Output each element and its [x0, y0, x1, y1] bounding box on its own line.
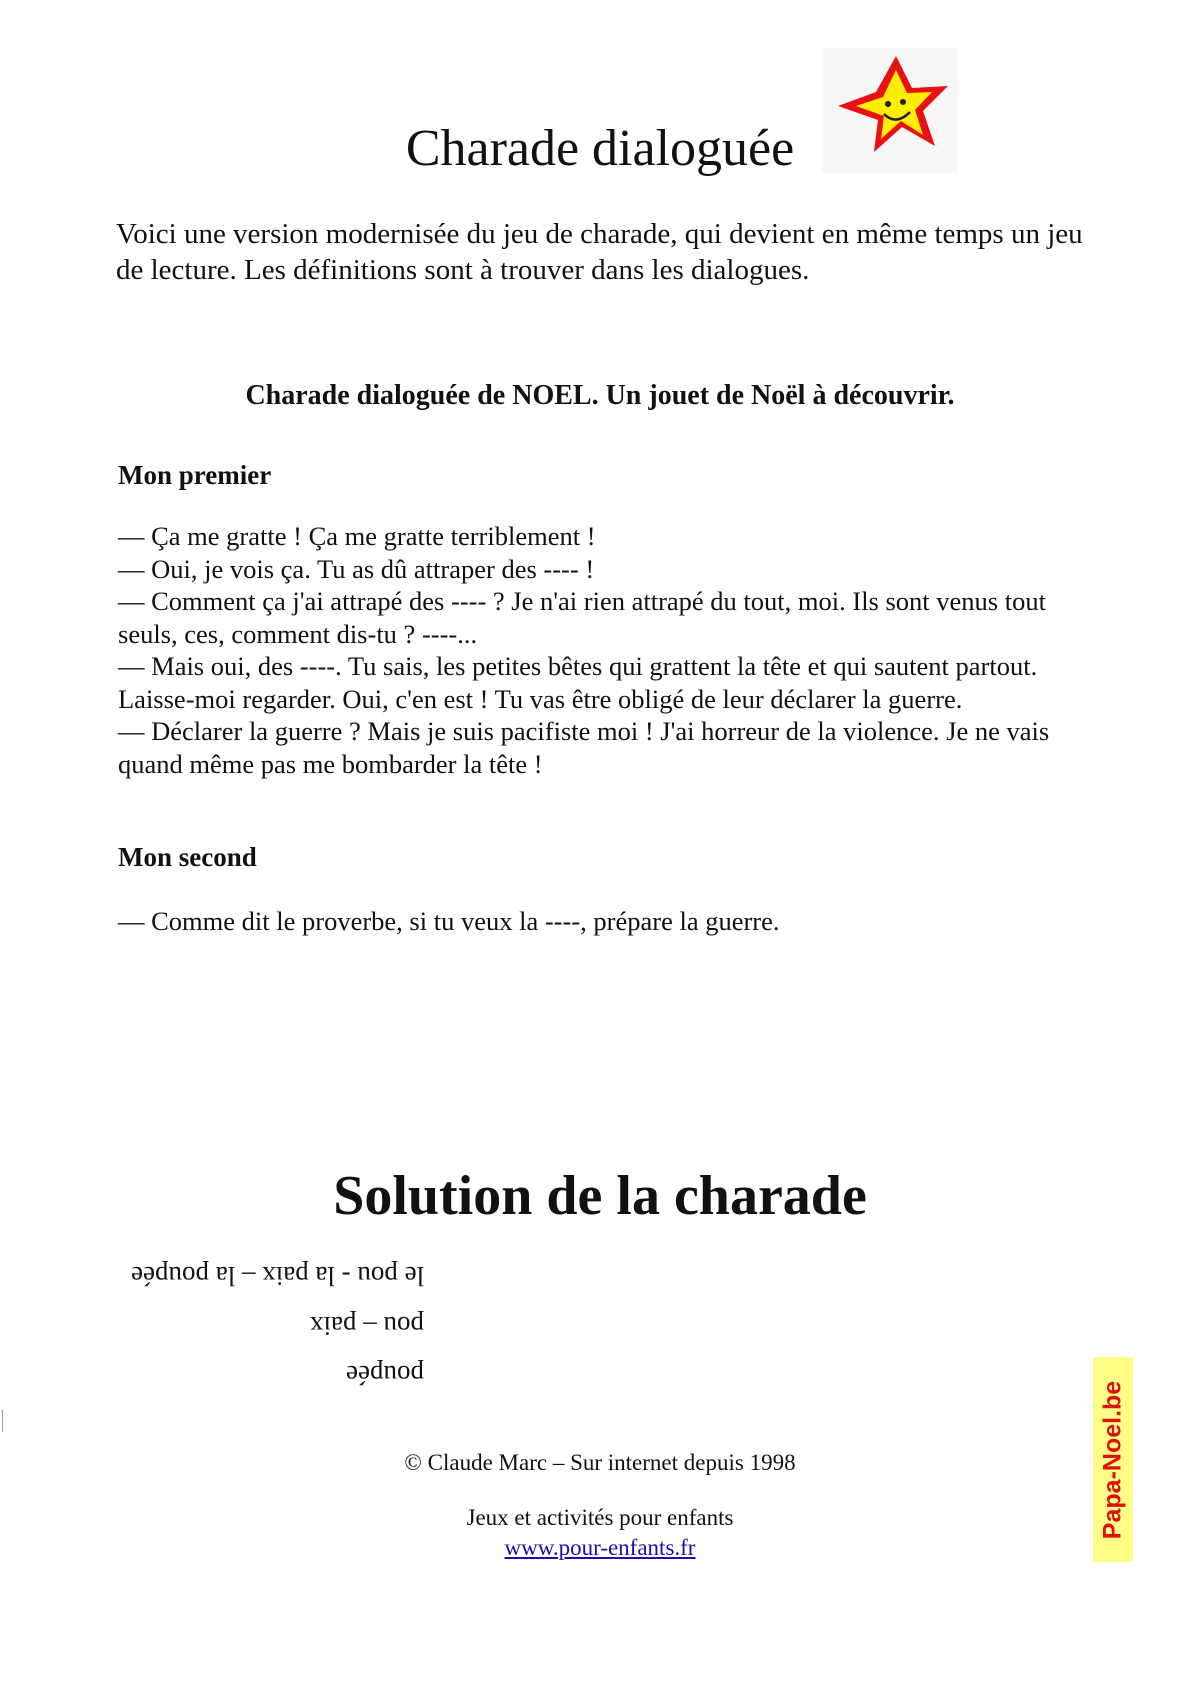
- page-title: Charade dialoguée: [405, 120, 795, 177]
- dialogue-line: — Déclarer la guerre ? Mais je suis pacifiste moi ! J'ai horreur de la violence. Je ne vais quand même pas me bombarder la tête !: [118, 716, 1050, 779]
- footer-link-wrap: [0, 1535, 1200, 1561]
- dialogue-line: — Comment ça j'ai attrapé des ---- ? Je n'ai rien attrapé du tout, moi. Ils sont venus tout seuls, ces, comment dis-tu ? ----...: [118, 586, 1046, 649]
- star-smiley-icon: [822, 48, 957, 173]
- solution-title: Solution de la charade: [333, 1165, 867, 1227]
- solution-line: pou – paix: [310, 1311, 424, 1341]
- side-badge-label: Papa-Noel.be: [1098, 1380, 1127, 1539]
- website-link[interactable]: www.pour-enfants.fr: [504, 1535, 696, 1560]
- premier-heading: Mon premier: [118, 460, 272, 490]
- edge-mark: [2, 1410, 3, 1432]
- dialogue-line: — Oui, je vois ça. Tu as dû attraper des ---- !: [118, 553, 595, 584]
- left-eye: [885, 101, 891, 107]
- dialogue-line: — Ça me gratte ! Ça me gratte terriblement !: [118, 521, 596, 551]
- dialogue-line: — Comme dit le proverbe, si tu veux la ----, prépare la guerre.: [118, 906, 780, 936]
- solution-line: le pou - la paix – la poupée: [130, 1261, 424, 1291]
- intro-paragraph: Voici une version modernisée du jeu de charade, qui devient en même temps un jeu de lecture. Les définitions sont à trouver dans les dialogues.: [116, 218, 1083, 286]
- right-eye: [900, 99, 906, 105]
- second-dialogue: [118, 905, 1078, 938]
- dialogue-line: — Mais oui, des ----. Tu sais, les petites bêtes qui grattent la tête et qui sautent partout. Laisse-moi regarder. Oui, c'en est ! Tu vas être obligé de leur déclarer la guerre.: [118, 651, 1038, 714]
- premier-dialogue: [118, 520, 1078, 780]
- solution-line: poupée: [346, 1360, 424, 1390]
- tagline: Jeux et activités pour enfants: [466, 1505, 734, 1530]
- side-badge: [1093, 1357, 1133, 1562]
- riddle-heading: Charade dialoguée de NOEL. Un jouet de Noël à découvrir.: [245, 380, 955, 411]
- second-heading: Mon second: [118, 842, 257, 872]
- copyright: © Claude Marc – Sur internet depuis 1998: [404, 1450, 796, 1475]
